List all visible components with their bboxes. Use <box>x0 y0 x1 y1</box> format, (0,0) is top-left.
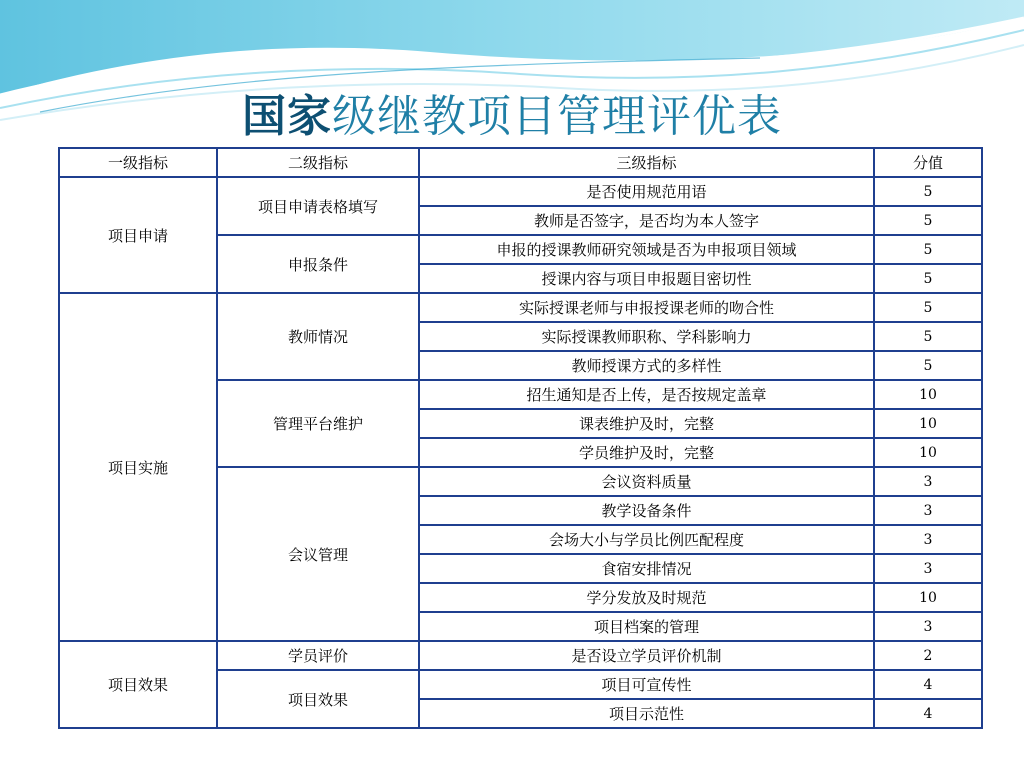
level3-cell: 是否设立学员评价机制 <box>419 641 874 670</box>
level3-cell: 教师是否签字，是否均为本人签字 <box>419 206 874 235</box>
level3-cell: 会场大小与学员比例匹配程度 <box>419 525 874 554</box>
page-title-strong: 国家 <box>242 91 332 142</box>
level3-cell: 教师授课方式的多样性 <box>419 351 874 380</box>
header-level1: 一级指标 <box>59 148 217 177</box>
level3-cell: 教学设备条件 <box>419 496 874 525</box>
level2-cell: 学员评价 <box>217 641 419 670</box>
level2-cell: 管理平台维护 <box>217 380 419 467</box>
level3-cell: 项目档案的管理 <box>419 612 874 641</box>
level3-cell: 学分发放及时规范 <box>419 583 874 612</box>
level1-cell: 项目实施 <box>59 293 217 641</box>
score-cell: 10 <box>874 380 982 409</box>
score-cell: 3 <box>874 612 982 641</box>
level3-cell: 授课内容与项目申报题目密切性 <box>419 264 874 293</box>
level1-cell: 项目效果 <box>59 641 217 728</box>
level2-cell: 申报条件 <box>217 235 419 293</box>
level3-cell: 学员维护及时，完整 <box>419 438 874 467</box>
score-cell: 4 <box>874 670 982 699</box>
score-cell: 2 <box>874 641 982 670</box>
score-cell: 5 <box>874 206 982 235</box>
page-title-rest: 级继教项目管理评优表 <box>332 91 782 142</box>
score-cell: 5 <box>874 293 982 322</box>
score-cell: 10 <box>874 438 982 467</box>
page-title <box>0 80 1024 144</box>
level3-cell: 课表维护及时，完整 <box>419 409 874 438</box>
table-row <box>59 177 982 206</box>
level3-cell: 食宿安排情况 <box>419 554 874 583</box>
level3-cell: 项目可宣传性 <box>419 670 874 699</box>
score-cell: 5 <box>874 264 982 293</box>
score-cell: 3 <box>874 467 982 496</box>
level3-cell: 申报的授课教师研究领域是否为申报项目领域 <box>419 235 874 264</box>
score-cell: 10 <box>874 409 982 438</box>
level3-cell: 实际授课教师职称、学科影响力 <box>419 322 874 351</box>
score-cell: 3 <box>874 496 982 525</box>
level3-cell: 项目示范性 <box>419 699 874 728</box>
table-row <box>59 641 982 670</box>
score-cell: 4 <box>874 699 982 728</box>
score-cell: 10 <box>874 583 982 612</box>
score-cell: 5 <box>874 177 982 206</box>
level1-cell: 项目申请 <box>59 177 217 293</box>
table-body <box>59 177 982 728</box>
table-row <box>59 293 982 322</box>
score-cell: 3 <box>874 554 982 583</box>
score-cell: 5 <box>874 235 982 264</box>
level3-cell: 会议资料质量 <box>419 467 874 496</box>
level2-cell: 项目申请表格填写 <box>217 177 419 235</box>
level2-cell: 项目效果 <box>217 670 419 728</box>
score-cell: 3 <box>874 525 982 554</box>
score-cell: 5 <box>874 322 982 351</box>
header-level2: 二级指标 <box>217 148 419 177</box>
header-score: 分值 <box>874 148 982 177</box>
header-level3: 三级指标 <box>419 148 874 177</box>
level3-cell: 是否使用规范用语 <box>419 177 874 206</box>
level3-cell: 招生通知是否上传，是否按规定盖章 <box>419 380 874 409</box>
score-cell: 5 <box>874 351 982 380</box>
level3-cell: 实际授课老师与申报授课老师的吻合性 <box>419 293 874 322</box>
level2-cell: 教师情况 <box>217 293 419 380</box>
level2-cell: 会议管理 <box>217 467 419 641</box>
table-header-row <box>59 148 982 177</box>
evaluation-table <box>58 147 983 729</box>
